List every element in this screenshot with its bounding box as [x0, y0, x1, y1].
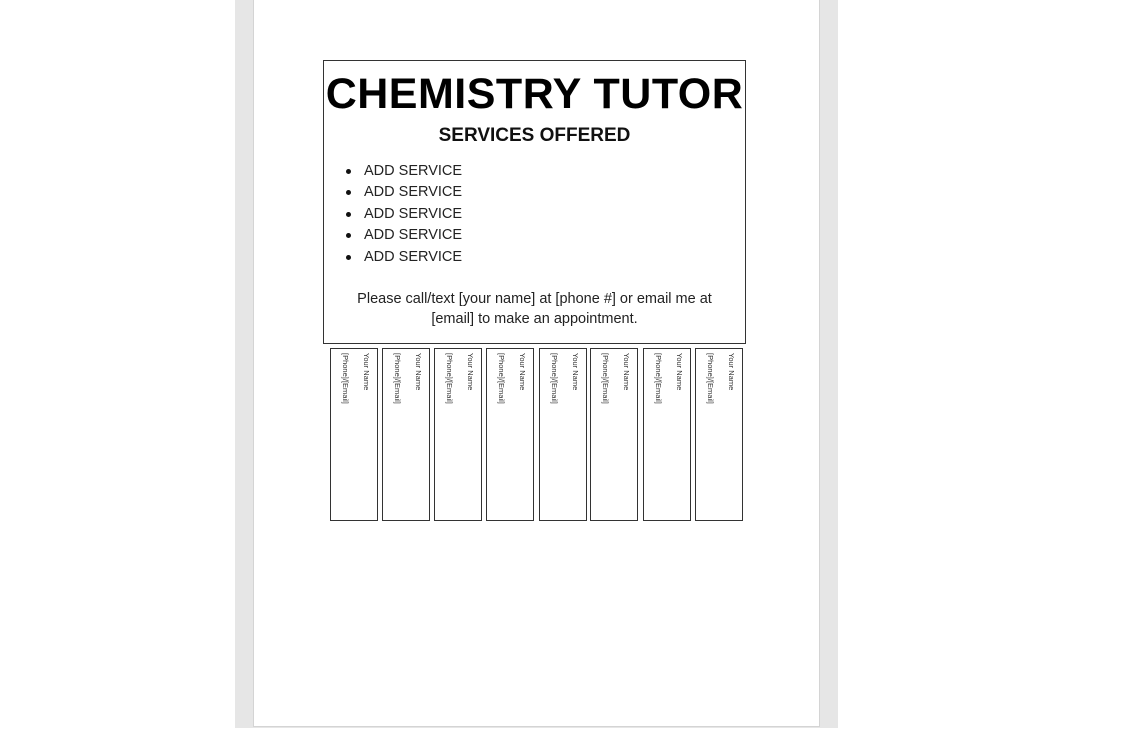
bullet-icon: [346, 233, 351, 238]
tab-contact: [Phone]/[Email]: [654, 353, 663, 404]
contact-text: [332, 289, 737, 329]
tear-tab: [643, 348, 691, 521]
flyer-subtitle: SERVICES OFFERED: [438, 125, 631, 146]
tear-tab: [434, 348, 482, 521]
bullet-icon: [346, 212, 351, 217]
contact-line: Please call/text [your name] at [phone #] or email me at: [357, 291, 712, 307]
tab-name: Your Name: [518, 353, 527, 391]
flyer-box: [323, 60, 746, 344]
tear-tab: [590, 348, 638, 521]
tear-tab: [695, 348, 743, 521]
service-item: [346, 225, 462, 246]
tab-name: Your Name: [727, 353, 736, 391]
bullet-icon: [346, 190, 351, 195]
service-item: [346, 247, 462, 268]
bullet-icon: [346, 255, 351, 260]
service-label: ADD SERVICE: [364, 163, 463, 179]
flyer-title: CHEMISTRY TUTOR: [325, 70, 744, 118]
service-label: ADD SERVICE: [364, 227, 463, 244]
tab-name: Your Name: [571, 353, 580, 391]
tab-contact: [Phone]/[Email]: [341, 353, 350, 404]
tab-contact: [Phone]/[Email]: [393, 353, 402, 404]
service-label: ADD SERVICE: [364, 248, 463, 265]
tab-contact: [Phone]/[Email]: [497, 353, 506, 404]
tab-name: Your Name: [362, 353, 371, 391]
tab-name: Your Name: [414, 353, 423, 391]
services-list: [346, 161, 462, 268]
tab-contact: [Phone]/[Email]: [601, 353, 610, 404]
tab-contact: [Phone]/[Email]: [706, 353, 715, 404]
tab-contact: [Phone]/[Email]: [445, 353, 454, 404]
service-item: [346, 161, 462, 182]
service-label: ADD SERVICE: [364, 205, 463, 222]
tear-tab: [330, 348, 378, 521]
tear-tab: [539, 348, 587, 521]
tab-name: Your Name: [675, 353, 684, 391]
tear-tab: [486, 348, 534, 521]
tear-tab: [382, 348, 430, 521]
service-item: [346, 204, 462, 225]
tab-name: Your Name: [466, 353, 475, 391]
tab-name: Your Name: [622, 353, 631, 391]
bullet-icon: [346, 169, 351, 174]
service-label: ADD SERVICE: [364, 184, 463, 201]
contact-line: [email] to make an appointment.: [431, 311, 638, 327]
tab-contact: [Phone]/[Email]: [550, 353, 559, 404]
service-item: [346, 182, 462, 203]
tear-off-tabs: [330, 348, 745, 522]
